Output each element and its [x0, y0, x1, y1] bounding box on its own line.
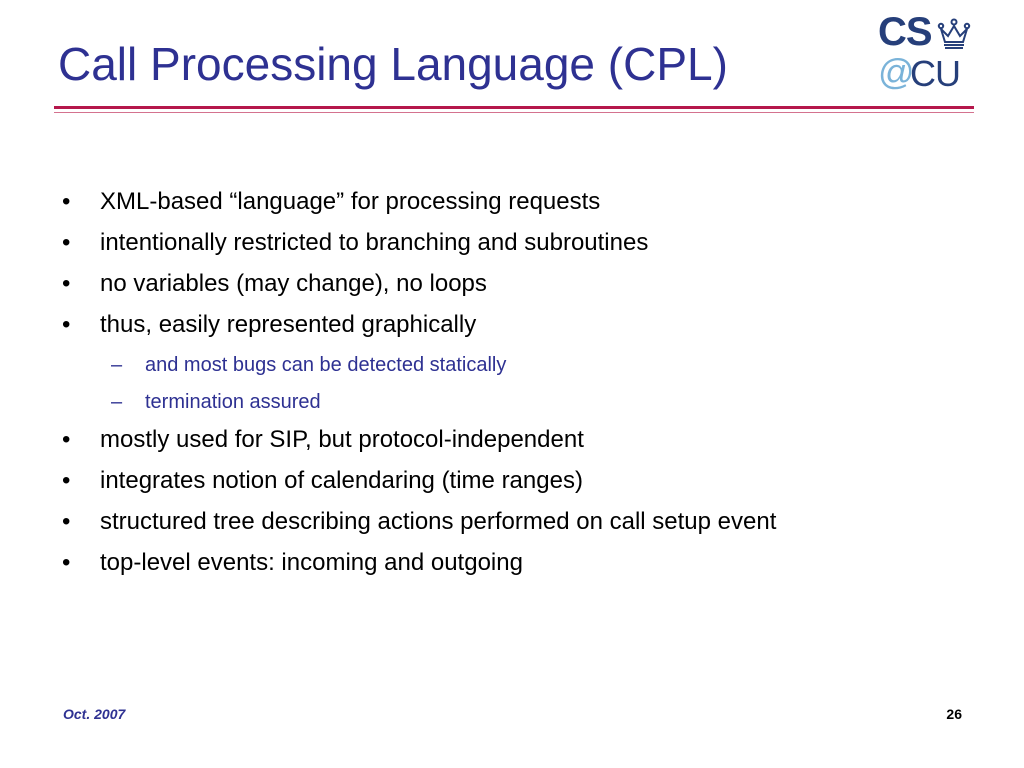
sub-bullet-item [62, 387, 962, 424]
bullet-item [62, 309, 962, 350]
logo-at-sign: @ [878, 51, 915, 92]
bullet-text: structured tree describing actions performed on call setup event [100, 508, 777, 535]
sub-bullet-marker: – [111, 391, 123, 413]
sub-bullet-marker: – [111, 354, 123, 376]
cs-at-cu-logo [878, 12, 974, 94]
bullet-text: no variables (may change), no loops [100, 270, 487, 297]
slide-page-number: 26 [946, 706, 962, 722]
bullet-marker: • [62, 508, 71, 535]
logo-cu-text: CU [910, 53, 960, 94]
bullet-text: thus, easily represented graphically [100, 311, 477, 338]
bullet-item [62, 268, 962, 309]
title-divider-thin [54, 112, 974, 113]
bullet-marker: • [62, 311, 71, 338]
bullet-item [62, 506, 962, 547]
bullet-list [62, 186, 962, 588]
bullet-item [62, 424, 962, 465]
bullet-marker: • [62, 229, 71, 256]
bullet-item [62, 186, 962, 227]
sub-bullet-text: and most bugs can be detected statically [145, 354, 507, 376]
title-divider-thick [54, 106, 974, 109]
bullet-marker: • [62, 549, 71, 576]
bullet-text: integrates notion of calendaring (time ranges) [100, 467, 583, 494]
bullet-text: intentionally restricted to branching and subroutines [100, 229, 649, 256]
bullet-marker: • [62, 188, 71, 215]
bullet-item [62, 547, 962, 588]
slide-title: Call Processing Language (CPL) [58, 38, 728, 90]
bullet-text: top-level events: incoming and outgoing [100, 549, 523, 576]
logo-cs-text: CS [878, 10, 932, 54]
footer-date: Oct. 2007 [63, 706, 126, 722]
bullet-item [62, 227, 962, 268]
sub-bullet-item [62, 350, 962, 387]
sub-bullet-text: termination assured [145, 391, 321, 413]
bullet-text: mostly used for SIP, but protocol-independent [100, 426, 584, 453]
bullet-marker: • [62, 467, 71, 494]
bullet-marker: • [62, 270, 71, 297]
bullet-text: XML-based “language” for processing requests [100, 188, 601, 215]
bullet-marker: • [62, 426, 71, 453]
crown-icon [936, 18, 972, 50]
bullet-item [62, 465, 962, 506]
